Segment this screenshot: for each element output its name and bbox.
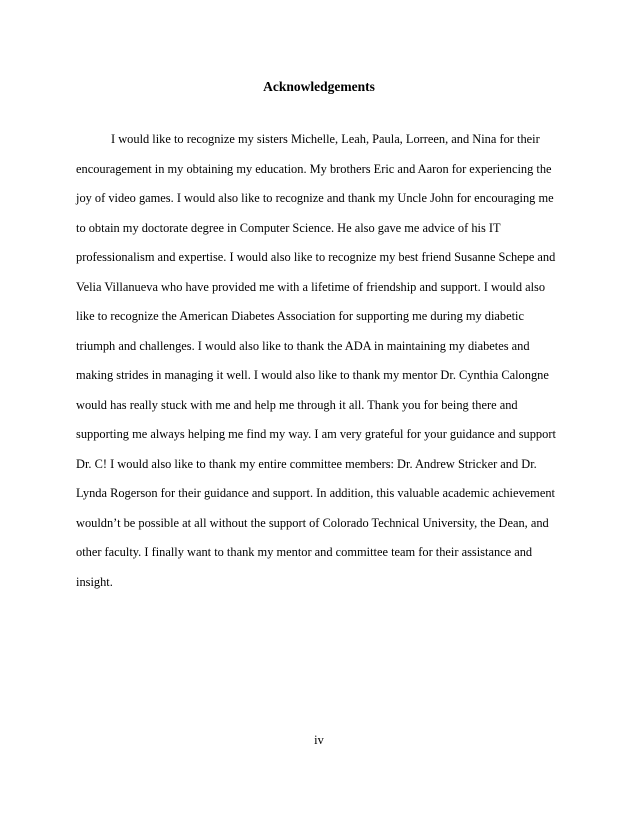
paragraph-line: Dr. C! I would also like to thank my entire committee members: Dr. Andrew Stricker and Dr.	[76, 456, 537, 471]
paragraph-line: like to recognize the American Diabetes Association for supporting me during my diabetic	[76, 309, 525, 323]
paragraph-line: making strides in managing it well. I would also like to thank my mentor Dr. Cynthia Calongne	[76, 368, 549, 382]
acknowledgements-paragraph	[76, 130, 576, 602]
paragraph-line: would has really stuck with me and help me through it all. Thank you for being there and	[76, 397, 518, 412]
paragraph-line: to obtain my doctorate degree in Computer Science. He also gave me advice of his IT	[76, 220, 501, 235]
paragraph-line: Velia Villanueva who have provided me with a lifetime of friendship and support. I would also	[76, 279, 546, 294]
paragraph-line: I would like to recognize my sisters Michelle, Leah, Paula, Lorreen, and Nina for their	[111, 132, 540, 146]
paragraph-line: joy of video games. I would also like to recognize and thank my Uncle John for encouraging me	[76, 191, 554, 205]
paragraph-line: other faculty. I finally want to thank my mentor and committee team for their assistance and	[76, 545, 533, 559]
page-number: iv	[314, 733, 324, 747]
page-title: Acknowledgements	[263, 79, 375, 94]
paragraph-line: triumph and challenges. I would also like to thank the ADA in maintaining my diabetes and	[76, 338, 530, 353]
paragraph-line: encouragement in my obtaining my education. My brothers Eric and Aaron for experiencing the	[76, 161, 552, 176]
paragraph-line: Lynda Rogerson for their guidance and support. In addition, this valuable academic achievement	[76, 486, 555, 500]
paragraph-line: supporting me always helping me find my way. I am very grateful for your guidance and support	[76, 427, 556, 441]
paragraph-line: insight.	[76, 574, 113, 589]
paragraph-line: professionalism and expertise. I would also like to recognize my best friend Susanne Schepe and	[76, 250, 556, 264]
paragraph-line: wouldn’t be possible at all without the support of Colorado Technical University, the Dean, and	[76, 515, 549, 530]
